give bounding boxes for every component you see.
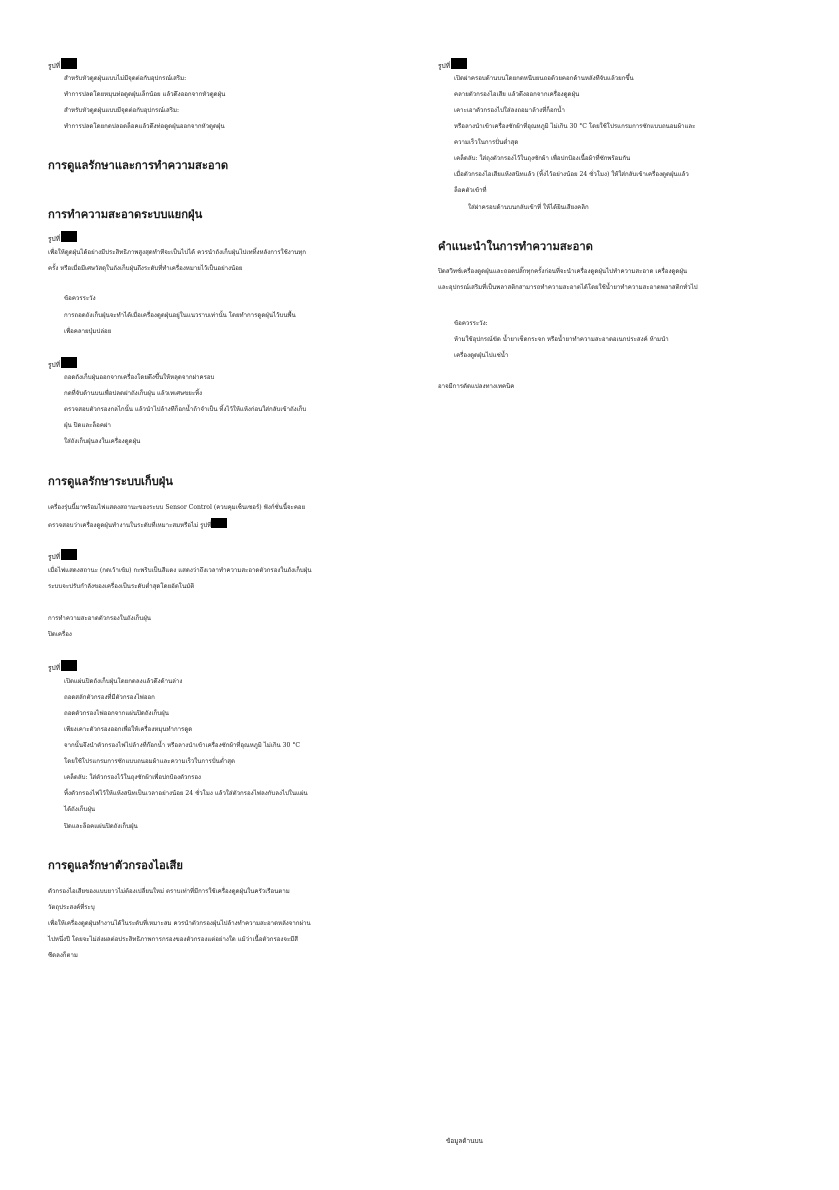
text-line: ซีดลงก็ตาม <box>48 952 78 959</box>
figure-label: รูปที่ <box>48 235 61 243</box>
figure-label: รูปที่ <box>48 664 61 672</box>
text-line: คลายตัวกรองไอเสีย แล้วดึงออกจากเครื่องดูดฝุ่น <box>454 91 580 98</box>
text-line: ตัวกรองไอเสียของแบบยาวไม่ต้องเปลี่ยนใหม่ ตราบเท่าที่มีการใช้เครื่องดูดฝุ่นในครัวเรือนตาม <box>48 888 290 895</box>
figure-ref-1 <box>48 58 77 71</box>
text-line: การทำความสะอาดตัวกรองในถังเก็บฝุ่น <box>48 615 151 622</box>
text-line: กดที่จับด้านบนเพื่อปลดฝาถังเก็บฝุ่น แล้วเทเศษขยะทิ้ง <box>64 390 203 397</box>
text-line: เมื่อตัวกรองไอเสียแห้งสนิทแล้ว (ทิ้งไว้อย่างน้อย 24 ชั่วโมง) ให้ใส่กลับเข้าเครื่องดูดฝุ่นแล้ว <box>454 171 689 178</box>
figure-ref-5 <box>48 660 77 673</box>
technical-note: อาจมีการดัดแปลงทางเทคนิค <box>438 383 515 390</box>
text-line: วัตถุประสงค์ที่ระบุ <box>48 904 95 911</box>
figure-label: รูปที่ <box>48 62 61 70</box>
figure-ref-3 <box>48 357 77 370</box>
figure-ref-2 <box>48 231 77 244</box>
text-line: หรือลางนำเข้าเครื่องซักผ้าที่อุณหภูมิ ไม่เกิน 30 °C โดยใช้โปรแกรมการซักแบบถนอมผ้าและ <box>454 123 696 130</box>
section-heading-dustbox: การดูแลรักษาระบบเก็บฝุ่น <box>48 474 173 488</box>
text-line: เครื่องรุ่นนี้มาพร้อมไฟแสดงสถานะของระบบ Sensor Control (ควบคุมเซ็นเซอร์) ฟังก์ชั่นนี้จะคอย <box>48 504 306 511</box>
text-line: ตรวจสอบตัวกรองกลไกนั้น แล้วนำไปล้างทีก็อกน้ำถ้าจำเป็น ทิ้งไว้ให้แห้งก่อนใส่กลับเข้าถังเก็บ <box>64 406 307 413</box>
figure-ref-4 <box>48 549 77 562</box>
text-line: ตรวจสอบว่าเครื่องดูดฝุ่นทำงานในระดับที่เหมาะสมหรือไม่ รูปที่ <box>48 522 212 529</box>
figure-image-placeholder <box>61 231 77 242</box>
text-line: เคาะเอาตัวกรองไปใส่ลงถอมาล้างที่ก็อกน้ำ <box>454 107 565 114</box>
text-line: ปิดเครื่อง <box>48 631 72 638</box>
text-line: เพื่อให้เครื่องดูดฝุ่นทำงานได้ในระดับที่เหมาะสม ควรนำตัวกรองฝุ่นไปล้างทำความสะอาดหลังจากผ่าน <box>48 920 311 927</box>
section-heading-felt-filter: การดูแลรักษาตัวกรองไอเสีย <box>48 858 183 872</box>
text-line-with-figure <box>48 518 227 533</box>
text-line: ครั้ง หรือเมื่อมีเศษวัสดุในถังเก็บฝุ่นถึงระดับที่ทำเครื่องหมายไว้เป็นอย่างน้อย <box>48 265 243 272</box>
figure-ref-6 <box>438 58 467 71</box>
text-line: ถอดถังเก็บฝุ่นออกจากเครื่องโดยดึงขึ้นให้หลุดจากฝาครอบ <box>64 374 215 381</box>
text-line: ทำการปลดโดยกดปลอดล็อคแล้วดึงท่อดูดฝุ่นออกจากหัวดูดฝุ่น <box>64 123 225 130</box>
figure-label: รูปที่ <box>48 553 61 561</box>
text-line: เปิดแผ่นปิดถังเก็บฝุ่นโดยกดลงแล้วดึงด้านล่าง <box>64 678 183 685</box>
text-line: ทำการปลดโดยหมุนท่อดูดฝุ่นเล็กน้อย แล้วดึงออกจากหัวดูดฝุ่น <box>64 91 226 98</box>
section-heading-care: การดูแลรักษาและการทำความสะอาด <box>48 158 229 172</box>
text-line: ห้ามใช้อุปกรณ์ขัด น้ำยาเช็ดกระจก หรือน้ำยาทำความสะอาดอเนกประสงค์ ห้ามนำ <box>454 336 669 343</box>
text-line: เมื่อไฟแสดงสถานะ (กดเว้าเข้ม) กะพริบเป็นสีแดง แสดงว่าถึงเวลาทำความสะอาดตัวกรองในถังเก็บฝุ่น <box>48 567 312 574</box>
text-line: สำหรับหัวดูดฝุ่นแบบไม่มีจุดต่อกับอุปกรณ์เสริม: <box>64 75 187 82</box>
text-line: ความเร็วในการปั่นต่ำสุด <box>454 139 519 146</box>
figure-label: รูปที่ <box>48 361 61 369</box>
caution-title: ข้อควรระวัง: <box>454 320 488 327</box>
text-line: ปิดสวิทช์เครื่องดูดฝุ่นและถอดปลั๊กทุกครั้งก่อนที่จะนำเครื่องดูดฝุ่นไปทำความสะอาด เครื่องดูดฝุ่น <box>438 268 688 275</box>
text-line: ใส่ฝาครอบด้านบนกลับเข้าที่ ให้ได้ยินเสียงคลิก <box>468 204 589 211</box>
text-line: เพื่อคลายปุ่มปล่อย <box>64 328 112 335</box>
section-heading-cleaning-tips: คำแนะนำในการทำความสะอาด <box>438 239 593 253</box>
text-line: ระบบจะปรับกำลังของเครื่องเป็นระดับต่ำสุดโดยอัตโนมัติ <box>48 583 195 590</box>
figure-image-placeholder <box>61 58 77 69</box>
figure-image-placeholder <box>451 58 467 69</box>
figure-image-placeholder <box>61 357 77 368</box>
text-line: เปิดฝาครอบด้านบนโดยกดหนีบยนถอด้วยคอกด้านหลังทีจับแล้วยกขึ้น <box>454 75 634 82</box>
text-line: ถอดตัวกรองไฟออกจากแผ่นปิดถังเก็บฝุ่น <box>64 710 169 717</box>
text-line: ได้ถังเก็บฝุ่น <box>64 806 96 813</box>
text-line: ทิ้งตัวกรองไฟไว้ให้แห้งสนิทเป็นเวลาอย่างน้อย 24 ชั่วโมง แล้วใส่ตัวกรองไฟลงกับลงไปในแผ่น <box>64 790 308 797</box>
text-line: และอุปกรณ์เสริมที่เป็นพลาสติกสามารถทำความสะอาดได้โดยใช้น้ำยาทำความสะอาดพลาสติกทั่วไป <box>438 284 698 291</box>
text-line: ฝุ่น ปิดและล็อคฝา <box>64 422 111 429</box>
figure-image-placeholder <box>61 549 77 560</box>
text-line: เคล็ดลับ: ใส่ถุงตัวกรองไว้ในถุงซักผ้า เพื่อปกป้องเนื้อผ้าที่ซักพร้อมกัน <box>454 155 631 162</box>
text-line: สำหรับหัวดูดฝุ่นแบบมีจุดต่อกับอุปกรณ์เสริม: <box>64 107 180 114</box>
figure-image-placeholder <box>211 518 227 528</box>
text-line: ปิดและล็อคแผ่นปิดถังเก็บฝุ่น <box>64 823 138 830</box>
text-line: การถอดถังเก็บฝุ่นจะทำได้เมื่อเครื่องดูดฝุ่นอยู่ในแนวราบเท่านั้น โดยทำการดูดฝุ่นไว้บนพื้น <box>64 312 296 319</box>
text-line: ใส่ถังเก็บฝุ่นลงในเครื่องดูดฝุ่น <box>64 438 141 445</box>
text-line: ไปหนึ่งปี โดยจะไม่ส่งผลต่อประสิทธิภาพการกรองของตัวกรองแต่อย่างใด แม้ว่าเนื้อตัวกรองจะมีสี <box>48 936 298 943</box>
caution-title: ข้อควรระวัง <box>64 295 96 302</box>
text-line: ล็อคตัวเข้าที่ <box>454 187 487 194</box>
text-line: จากนั้นจึงนำตัวกรองไฟไปล้างที่ก๊อกน้ำ หรือลางนำเข้าเครื่องซักผ้าที่อุณหภูมิ ไม่เกิน 30 °C <box>64 742 301 749</box>
figure-image-placeholder <box>61 660 77 671</box>
text-line: เพียงเคาะตัวกรองออกเพื่อให้เครื่องหมุนทำการดูด <box>64 726 193 733</box>
text-line: โดยใช้โปรแกรมการซักแบบถนอมผ้าและความเร็วในการปั่นต่ำสุด <box>64 758 235 765</box>
figure-label: รูปที่ <box>438 62 451 70</box>
text-line: เคล็ดลับ: ใส่ตัวกรองไว้ในถุงซักผ้าเพื่อปกป้องตัวกรอง <box>64 774 202 781</box>
page-footer: ข้อมูลด้านบน <box>446 1137 483 1145</box>
section-heading-separator: การทำความสะอาดระบบแยกฝุ่น <box>48 207 203 221</box>
text-line: เพื่อให้ดูดฝุ่นได้อย่างมีประสิทธิภาพสูงสุดทำทีจะเป็นไปได้ ควรนำถังเก็บฝุ่นไปเททิ้งหลังการใช้งานทุก <box>48 249 306 256</box>
text-line: เครื่องดูดฝุ่นไปแช่น้ำ <box>454 352 509 359</box>
text-line: ถอดสลักตัวกรองที่มีตัวกรองไฟออก <box>64 694 155 701</box>
